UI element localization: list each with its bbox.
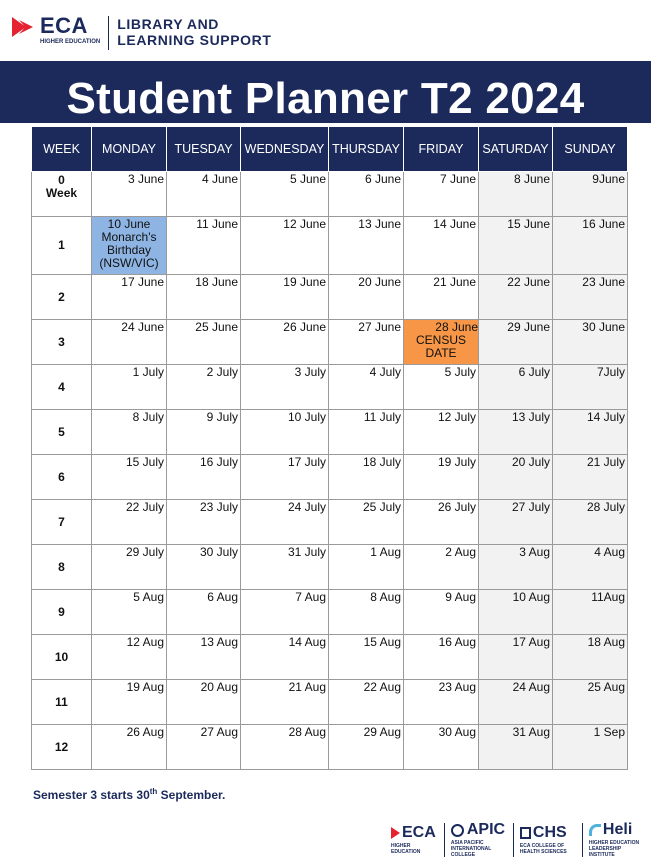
day-cell <box>553 455 628 500</box>
day-cell <box>404 545 479 590</box>
date-label: 24 Aug <box>512 680 550 694</box>
date-label: 14 Aug <box>288 635 326 649</box>
week-number: 9 <box>32 590 92 635</box>
day-cell <box>553 590 628 635</box>
day-cell <box>167 275 241 320</box>
day-cell <box>241 320 329 365</box>
date-label: 16 June <box>582 217 625 231</box>
table-row <box>32 500 628 545</box>
day-cell <box>404 275 479 320</box>
date-label: 7 June <box>439 172 476 186</box>
eca-brand: ECA <box>40 13 88 38</box>
table-row <box>32 365 628 410</box>
date-label: 22 Aug <box>363 680 401 694</box>
date-label: 21 Aug <box>288 680 326 694</box>
date-label: 31 July <box>287 545 326 559</box>
date-label: 5 June <box>289 172 326 186</box>
logo-eca <box>385 825 444 855</box>
date-label: 29 June <box>507 320 550 334</box>
day-cell <box>241 545 329 590</box>
date-label: 7 Aug <box>295 590 326 604</box>
logo-name: Heli <box>602 821 633 838</box>
day-cell <box>329 455 404 500</box>
day-cell <box>553 500 628 545</box>
eca-flag-icon <box>12 17 38 37</box>
day-cell <box>92 365 167 410</box>
date-label: 15 Aug <box>363 635 401 649</box>
date-label: 25 Aug <box>587 680 625 694</box>
cell-note: Birthday <box>106 243 152 257</box>
day-cell <box>241 455 329 500</box>
date-label: 3 Aug <box>519 545 550 559</box>
week-number: 4 <box>32 365 92 410</box>
date-label: 29 Aug <box>363 725 401 739</box>
eca-brand-sub: HIGHER EDUCATION <box>40 39 101 45</box>
date-label: 9June <box>592 172 625 186</box>
day-cell <box>329 410 404 455</box>
date-label: 20 July <box>511 455 550 469</box>
date-label: 6 June <box>364 172 401 186</box>
day-cell <box>167 410 241 455</box>
planner-table <box>31 126 628 770</box>
date-label: 8 July <box>132 410 164 424</box>
week-number: 8 <box>32 545 92 590</box>
day-cell <box>479 455 553 500</box>
table-row <box>32 455 628 500</box>
day-cell <box>479 365 553 410</box>
day-cell <box>241 635 329 680</box>
date-label: 16 July <box>199 455 238 469</box>
day-cell <box>404 500 479 545</box>
logo-sub: ASIA PACIFIC INTERNATIONAL COLLEGE <box>450 840 492 858</box>
date-label: 3 July <box>294 365 326 379</box>
date-label: 13 June <box>358 217 401 231</box>
holiday-cell <box>92 217 167 275</box>
date-label: 12 Aug <box>126 635 164 649</box>
day-cell <box>329 725 404 770</box>
day-cell <box>329 635 404 680</box>
column-header-wednesday: WEDNESDAY <box>241 127 329 172</box>
date-label: 17 July <box>287 455 326 469</box>
day-cell <box>404 455 479 500</box>
day-cell <box>241 275 329 320</box>
logo-chs <box>514 825 582 855</box>
date-label: 29 July <box>125 545 164 559</box>
table-body <box>32 172 628 770</box>
logo-name: ECA <box>402 824 436 841</box>
logo-name: APIC <box>466 821 506 838</box>
day-cell <box>167 320 241 365</box>
date-label: 22 July <box>125 500 164 514</box>
day-cell <box>553 635 628 680</box>
column-header-monday: MONDAY <box>92 127 167 172</box>
date-label: 14 June <box>433 217 476 231</box>
day-cell <box>479 217 553 275</box>
date-label: 24 June <box>121 320 164 334</box>
globe-icon <box>451 824 464 837</box>
day-cell <box>404 410 479 455</box>
date-label: 23 June <box>582 275 625 289</box>
date-label: 27 June <box>358 320 401 334</box>
date-label: 11 July <box>363 410 401 424</box>
eca-library-logo <box>12 13 272 50</box>
week-number: 0 Week <box>32 172 92 217</box>
date-label: 17 Aug <box>512 635 550 649</box>
day-cell <box>404 635 479 680</box>
table-row <box>32 275 628 320</box>
day-cell <box>92 635 167 680</box>
column-header-week: WEEK <box>32 127 92 172</box>
logo-name: CHS <box>532 824 567 841</box>
week-number: 12 <box>32 725 92 770</box>
date-label: 10 Aug <box>512 590 550 604</box>
semester-note <box>33 787 225 802</box>
date-label: 5 Aug <box>133 590 164 604</box>
logo-sub: ECA COLLEGE OF HEALTH SCIENCES <box>519 843 567 855</box>
day-cell <box>92 545 167 590</box>
day-cell <box>167 725 241 770</box>
date-label: 30 June <box>582 320 625 334</box>
day-cell <box>553 680 628 725</box>
day-cell <box>479 545 553 590</box>
week-number: 7 <box>32 500 92 545</box>
day-cell <box>167 680 241 725</box>
day-cell <box>167 365 241 410</box>
day-cell <box>479 635 553 680</box>
day-cell <box>404 590 479 635</box>
date-label: 26 June <box>283 320 326 334</box>
date-label: 5 July <box>444 365 476 379</box>
date-label: 12 June <box>283 217 326 231</box>
date-label: 1 Sep <box>593 725 625 739</box>
date-label: 8 Aug <box>370 590 401 604</box>
date-label: 6 July <box>518 365 550 379</box>
day-cell <box>329 275 404 320</box>
date-label: 4 June <box>201 172 238 186</box>
day-cell <box>479 680 553 725</box>
day-cell <box>167 455 241 500</box>
day-cell <box>92 500 167 545</box>
table-row <box>32 725 628 770</box>
day-cell <box>479 590 553 635</box>
date-label: 2 July <box>206 365 238 379</box>
day-cell <box>404 217 479 275</box>
page-title: Student Planner T2 2024 <box>66 74 585 123</box>
date-label: 27 Aug <box>200 725 238 739</box>
day-cell <box>553 320 628 365</box>
cell-note: Monarch's <box>101 230 157 244</box>
table-row <box>32 410 628 455</box>
date-label: 11 June <box>196 217 238 231</box>
day-cell <box>404 365 479 410</box>
date-label: 27 July <box>511 500 550 514</box>
date-label: 3 June <box>127 172 164 186</box>
date-label: 11Aug <box>591 590 625 604</box>
cell-note: CENSUS <box>415 333 466 347</box>
week-number: 6 <box>32 455 92 500</box>
day-cell <box>92 455 167 500</box>
week-number: 5 <box>32 410 92 455</box>
date-label: 22 June <box>507 275 550 289</box>
day-cell <box>241 365 329 410</box>
date-label: 9 July <box>206 410 238 424</box>
date-label: 14 July <box>586 410 625 424</box>
logo-sub: HIGHER EDUCATION LEADERSHIP INSTITUTE <box>588 840 640 858</box>
day-cell <box>167 590 241 635</box>
day-cell <box>92 680 167 725</box>
day-cell <box>167 635 241 680</box>
week-number: 1 <box>32 217 92 275</box>
table-row <box>32 590 628 635</box>
date-label: 19 June <box>283 275 326 289</box>
footer-logos <box>385 821 651 859</box>
day-cell <box>92 275 167 320</box>
date-label: 20 Aug <box>200 680 238 694</box>
heli-swoosh-icon <box>589 824 601 836</box>
date-label: 15 July <box>125 455 164 469</box>
semester-note-text: Semester 3 starts 30 <box>33 788 150 802</box>
date-label: 1 Aug <box>370 545 401 559</box>
logo-apic <box>445 822 513 858</box>
week-number: 3 <box>32 320 92 365</box>
day-cell <box>92 410 167 455</box>
day-cell <box>404 680 479 725</box>
table-header-row <box>32 127 628 172</box>
date-label: 20 June <box>358 275 401 289</box>
column-header-tuesday: TUESDAY <box>167 127 241 172</box>
day-cell <box>479 500 553 545</box>
day-cell <box>329 545 404 590</box>
day-cell <box>241 217 329 275</box>
day-cell <box>329 320 404 365</box>
date-label: 28 July <box>586 500 625 514</box>
logo-divider <box>108 16 109 50</box>
day-cell <box>404 172 479 217</box>
date-label: 19 Aug <box>126 680 164 694</box>
day-cell <box>479 275 553 320</box>
date-label: 26 Aug <box>126 725 164 739</box>
date-label: 2 Aug <box>445 545 476 559</box>
day-cell <box>329 500 404 545</box>
logo-heli <box>583 822 651 858</box>
date-label: 9 Aug <box>445 590 476 604</box>
day-cell <box>329 365 404 410</box>
date-label: 10 July <box>287 410 326 424</box>
date-label: 21 June <box>433 275 476 289</box>
logo-sub: HIGHER EDUCATION <box>391 843 421 855</box>
day-cell <box>241 590 329 635</box>
date-label: 18 Aug <box>587 635 625 649</box>
eca-flag-icon <box>391 827 400 839</box>
date-label: 24 July <box>287 500 326 514</box>
day-cell <box>92 172 167 217</box>
date-label: 30 July <box>199 545 238 559</box>
date-label: 18 July <box>362 455 401 469</box>
day-cell <box>553 172 628 217</box>
date-label: 13 July <box>511 410 550 424</box>
column-header-friday: FRIDAY <box>404 127 479 172</box>
day-cell <box>553 545 628 590</box>
day-cell <box>329 217 404 275</box>
service-line-1: LIBRARY AND <box>117 16 219 32</box>
table-row <box>32 680 628 725</box>
week-number: 10 <box>32 635 92 680</box>
column-header-thursday: THURSDAY <box>329 127 404 172</box>
day-cell <box>167 172 241 217</box>
day-cell <box>479 320 553 365</box>
day-cell <box>241 680 329 725</box>
day-cell <box>92 725 167 770</box>
date-label: 30 Aug <box>438 725 476 739</box>
day-cell <box>167 500 241 545</box>
table-row <box>32 320 628 365</box>
date-label: 8 June <box>513 172 550 186</box>
date-label: 4 July <box>369 365 401 379</box>
date-label: 23 Aug <box>438 680 476 694</box>
semester-note-suffix: September. <box>157 788 226 802</box>
date-label: 10 June <box>107 217 151 231</box>
table-row <box>32 172 628 217</box>
date-label: 26 July <box>437 500 476 514</box>
date-label: 19 July <box>437 455 476 469</box>
cell-note: DATE <box>425 346 457 360</box>
table-row <box>32 217 628 275</box>
cell-note: (NSW/VIC) <box>99 256 159 270</box>
day-cell <box>479 172 553 217</box>
day-cell <box>553 725 628 770</box>
day-cell <box>167 217 241 275</box>
title-banner <box>0 61 651 123</box>
table-row <box>32 545 628 590</box>
week-number: 11 <box>32 680 92 725</box>
date-label: 31 Aug <box>512 725 550 739</box>
chs-icon <box>520 827 531 839</box>
date-label: 17 June <box>121 275 164 289</box>
date-label: 12 July <box>437 410 476 424</box>
date-label: 13 Aug <box>200 635 238 649</box>
date-label: 16 Aug <box>438 635 476 649</box>
date-label: 7July <box>596 365 625 379</box>
day-cell <box>167 545 241 590</box>
date-label: 28 June <box>435 320 478 334</box>
day-cell <box>479 410 553 455</box>
day-cell <box>329 590 404 635</box>
day-cell <box>329 680 404 725</box>
semester-note-sup: th <box>149 787 158 796</box>
table-row <box>32 635 628 680</box>
day-cell <box>329 172 404 217</box>
day-cell <box>479 725 553 770</box>
date-label: 21 July <box>586 455 625 469</box>
date-label: 6 Aug <box>207 590 238 604</box>
day-cell <box>92 590 167 635</box>
date-label: 25 July <box>362 500 401 514</box>
day-cell <box>241 172 329 217</box>
day-cell <box>92 320 167 365</box>
day-cell <box>241 725 329 770</box>
date-label: 25 June <box>195 320 238 334</box>
week-number: 2 <box>32 275 92 320</box>
date-label: 4 Aug <box>594 545 625 559</box>
day-cell <box>553 410 628 455</box>
date-label: 18 June <box>195 275 238 289</box>
column-header-saturday: SATURDAY <box>479 127 553 172</box>
day-cell <box>404 725 479 770</box>
date-label: 23 July <box>199 500 238 514</box>
day-cell <box>553 217 628 275</box>
date-label: 15 June <box>507 217 550 231</box>
column-header-sunday: SUNDAY <box>553 127 628 172</box>
day-cell <box>241 410 329 455</box>
day-cell <box>553 275 628 320</box>
date-label: 1 July <box>132 365 164 379</box>
day-cell <box>553 365 628 410</box>
day-cell <box>241 500 329 545</box>
service-line-2: LEARNING SUPPORT <box>117 32 272 48</box>
census-date-cell <box>404 320 479 365</box>
date-label: 28 Aug <box>288 725 326 739</box>
